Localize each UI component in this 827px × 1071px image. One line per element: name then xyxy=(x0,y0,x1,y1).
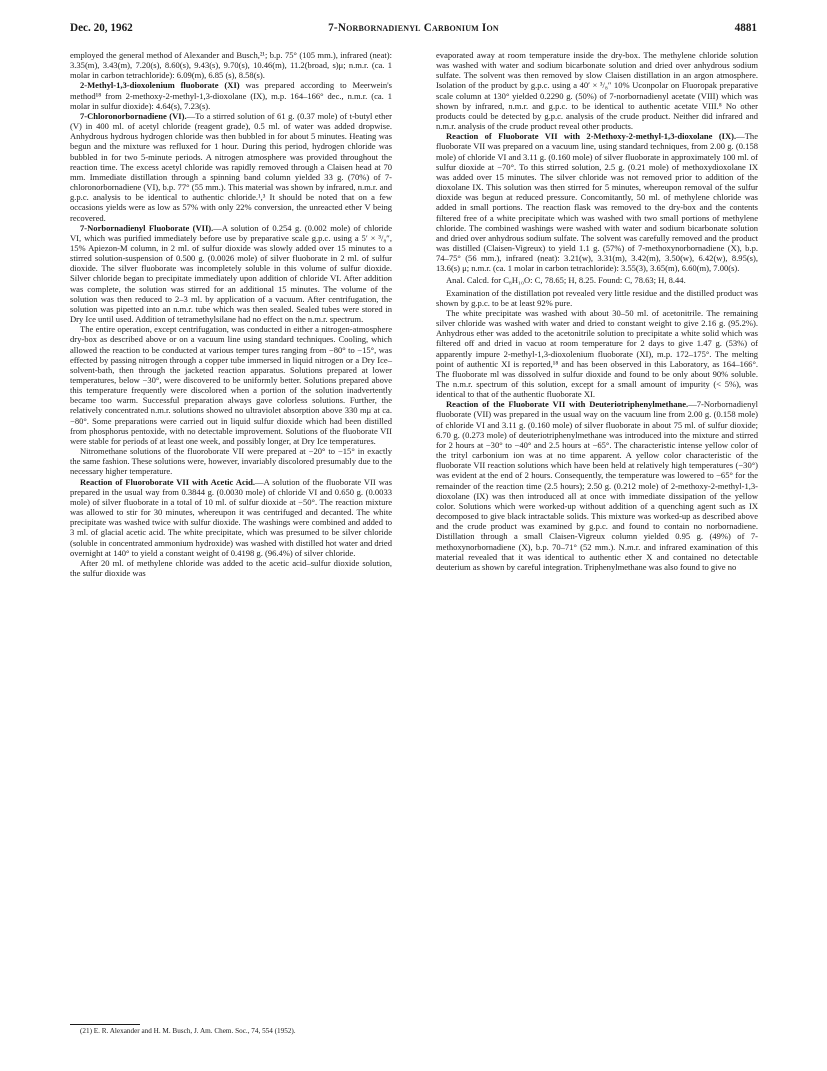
page-number: 4881 xyxy=(734,22,757,34)
left-column xyxy=(70,50,392,578)
paragraph-text: was prepared according to Meerwein's method¹⁸ from 2-methoxy-2-methyl-1,3-dioxolane (IX), m.p. 164–166° dec., n.m.r. (ca. 1 molar in sulfur dioxide): 4.64(s), 7.23(s). xyxy=(70,80,392,111)
paragraph xyxy=(436,275,758,285)
footnote-text: (21) E. R. Alexander and H. M. Busch, J. Am. Chem. Soc., 74, 554 (1952). xyxy=(80,1027,296,1035)
paragraph-text: Nitromethane solutions of the fluoroborate VII were prepared at −20° to −15° in exactly the same fashion. These solutions were, however, invariably discolored presumably due to the necessary higher temperature. xyxy=(70,446,392,477)
paragraph xyxy=(436,288,758,308)
paragraph xyxy=(436,399,758,572)
paragraph xyxy=(436,131,758,273)
right-column xyxy=(436,50,758,572)
paragraph-text: —7-Norbornadienyl fluoborate (VII) was prepared in the usual way on the vacuum line from 2.00 g. (0.158 mole) of chloride VI and 3.11 g. (0.160 mole) of silver fluoborate in about 75 ml. of sulfur dioxide; 6.70 g. (0.273 mole) of deuteriotriphenylmethane was introduced into the mixture and stirred for 2 hours at −30° to −40° and 2.5 hours at −65°. The characteristic intense yellow color of the trityl carbonium ion was at no time apparent. A yellow color characteristic of the fluoborate VII reaction solutions which have been held at relatively high temperatures (−30°) was evident at the end of 2 hours. Consequently, the temperature was lowered to −65° for the remainder of the reaction time (2.5 hours); 2.50 g. (0.212 mole) of 2-methoxy-2-methyl-1,3-dioxolane (IX) was then introduced all at once with immediate dissipation of the yellow color. Solutions which were worked-up without addition of a quenching agent such as IX decomposed to give black intractable solids. This mixture was worked-up as described above and the crude product was examined by g.p.c. and found to contain no norbornadiene. Distillation through a small Claisen-Vigreux column yielded 0.95 g. (49%) of 7-methoxynorbornadiene (X), b.p. 70–71° (52 mm.). N.m.r. and infrared examination of this material revealed that it was identical to authentic ether X and contained no detectable deuterium as shown by careful integration. Triphenylmethane was also found to give no xyxy=(436,399,758,572)
paragraph-text: employed the general method of Alexander and Busch,²¹; b.p. 75° (105 mm.), infrared (neat): 3.35(m), 3.43(m), 7.20(s), 8.60(s), 9.43(s), 9.70(s), 10.46(m), 11.2(broad, s)μ; n.m.r. (ca. 1 molar in carbon tetrachloride): 6.09(m), 6.85 (s), 8.58(s). xyxy=(70,50,392,81)
paragraph-text: Examination of the distillation pot revealed very little residue and the distilled product was shown by g.p.c. to be at least 92% pure. xyxy=(436,287,758,308)
paragraph xyxy=(70,477,392,558)
footnote xyxy=(70,1027,392,1036)
paragraph xyxy=(70,223,392,325)
footnote-rule xyxy=(70,1024,140,1025)
paragraph-heading: 2-Methyl-1,3-dioxolenium fluoborate (XI) xyxy=(80,80,240,91)
paragraph-text: After 20 ml. of methylene chloride was added to the acetic acid–sulfur dioxide solution, the sulfur dioxide was xyxy=(70,557,392,578)
paragraph xyxy=(70,446,392,476)
paragraph xyxy=(70,324,392,446)
header-date: Dec. 20, 1962 xyxy=(70,22,133,34)
paragraph xyxy=(70,80,392,110)
paragraph-heading: Reaction of Fluoroborate VII with Acetic Acid. xyxy=(80,476,256,487)
paragraph-text: —A solution of 0.254 g. (0.002 mole) of chloride VI, which was purified immediately before use by preparative scale g.p.c. using a 5′ × ³/₈″, 15% Apiezon-M column, in 2 ml. of sulfur dioxide was slowly added over 15 minutes to a stirred solution-suspension of 0.500 g. (0.0026 mole) of silver fluoborate in 2 ml. of sulfur dioxide. The silver fluoborate was incompletely soluble in this volume of sulfur dioxide. Silver chloride began to precipitate immediately upon addition of chloride VI. After addition was complete, the solution was stirred for an additional 15 minutes. The volume of the solution was then reduced to 2–3 ml. by application of a vacuum. After centrifugation, the solution was pipetted into an n.m.r. tube which was then sealed. Sealed tubes were stored in Dry Ice until used. Addition of tetramethylsilane had no effect on the n.m.r. spectrum. xyxy=(70,222,393,325)
header-title: 7-Norbornadienyl Carbonium Ion xyxy=(328,22,499,34)
running-header xyxy=(70,22,757,38)
paragraph-heading: 7-Norbornadienyl Fluoborate (VII). xyxy=(80,222,214,233)
paragraph-text: —A solution of the fluoborate VII was prepared in the usual way from 0.3844 g. (0.0030 mole) of chloride VI and 0.650 g. (0.0033 mole) of silver fluoborate in a total of 10 ml. of sulfur dioxide at −50°. The reaction mixture was allowed to stir for 30 minutes, whereupon it was centrifuged and decanted. The white precipitate was washed twice with sulfur dioxide. The washings were combined and added to 3 ml. of glacial acetic acid. The white precipitate, which was presumed to be silver chloride (soluble in concentrated ammonium hydroxide) was washed with distilled hot water and dried overnight at 140° to yield a constant weight of 0.4198 g. (96.4%) of silver chloride. xyxy=(70,476,392,558)
paragraph-heading: 7-Chloronorbornadiene (VI). xyxy=(80,110,187,121)
paragraph xyxy=(70,558,392,578)
paragraph-text: Anal. Calcd. for C₈H₁₀O: C, 78.65; H, 8.25. Found: C, 78.63; H, 8.44. xyxy=(446,275,686,286)
paragraph-text: The white precipitate was washed with about 30–50 ml. of acetonitrile. The remaining silver chloride was washed with water and dried to constant weight to give 2.16 g. (95.2%). Anhydrous ether was added to the acetonitrile solution to precipitate a white solid which was filtered off and dried in vacuo at room temperature for 2 days to give 1.47 g. (53%) of apparently impure 2-methyl-1,3-dioxolenium fluoborate (XI), m.p. 172–175°. The melting point of authentic XI is reported,¹⁸ and has been observed in this Laboratory, as 164–166°. The fluoborate ml was dissolved in sulfur dioxide and found to be only about 90% soluble. The n.m.r. spectrum of this solution, except for a small amount of impurity (< 5%), was identical to that of the authentic fluoborate XI. xyxy=(436,307,758,400)
paragraph-text: —The fluoborate VII was prepared on a vacuum line, using standard techniques, from 2.00 g. (0.158 mole) of chloride VI and 3.11 g. (0.160 mole) of silver fluoborate in approximately 100 ml. of sulfur dioxide at −70°. To this stirred solution, 2.5 g. (0.21 mole) of methoxydioxolane IX was added over 15 minutes. The silver chloride was not removed prior to addition of the dioxolane IX. This solution was then stirred for 5 minutes, whereupon removal of the sulfur dioxide was begun at reduced pressure. Concomitantly, 50 ml. of methylene chloride was added in small portions. The reaction flask was removed to the dry-box and the contents filtered free of a white precipitate which was washed with two small portions of methylene chloride. The combined washings were washed with water and sodium bicarbonate solution and dried over anhydrous sodium sulfate. The solvent was carefully removed and the product was distilled (Claisen-Vigreux) to yield 1.1 g. (57%) of 7-methoxynorbornadiene (X), b.p. 74–75° (56 mm.), infrared (neat): 3.21(w), 3.31(m), 3.42(m), 3.50(w), 6.42(w), 8.95(s), 13.6(s) μ; n.m.r. (ca. 1 molar in carbon tetrachloride): 3.55(3), 3.65(m), 6.60(m), 7.00(s). xyxy=(436,131,758,274)
paragraph-text: The entire operation, except centrifugation, was conducted in either a nitrogen-atmosphere dry-box as described above or on a vacuum line using standard techniques. Cooling, which allowed the reaction to be conducted at various temper tures ranging from −80° to −15°, was effected by passing nitrogen through a copper tube immersed in liquid nitrogen or a Dry Ice–solvent-bath, then through the jacketed reaction apparatus. Solutions prepared at lower temperatures, below −30°, were discovered to be uniformly better. Solutions prepared above this temperature frequently were discolored when a portion of the solution inadvertently became too warm. Successful preparation always gave colorless solutions. Further, the relatively concentrated n.m.r. solutions showed no ultraviolet absorption above 330 mμ at ca. −80°. Some preparations were carried out in liquid sulfur dioxide which had been distilled from phosphorus pentoxide, with no detectable improvement. Solutions of the fluoborate VII were stable for periods of at least one week, and possibly longer, at Dry Ice temperatures. xyxy=(70,324,392,446)
paragraph xyxy=(70,111,392,223)
paragraph-text: evaporated away at room temperature inside the dry-box. The methylene chloride solution was washed with water and sodium bicarbonate solution and dried over anhydrous sodium sulfate. The solvent was then removed by slow Claisen distillation in an argon atmosphere. Isolation of the product by g.p.c. using a 40′ × ³/₈″ 10% Uconpolar on Fluoropak preparative scale column at 130° yielded 0.2290 g. (50%) of 7-norbornadienyl acetate (VIII) which was shown by infrared, n.m.r. and g.p.c. to be identical to authentic acetate VIII.⁸ No other products could be detected by g.p.c. analysis of the crude product. Neither did infrared and n.m.r. analysis of the crude product reveal other products. xyxy=(436,50,758,132)
paragraph xyxy=(436,50,758,131)
paragraph xyxy=(436,308,758,399)
paragraph-heading: Reaction of the Fluoborate VII with Deuteriotriphenylmethane. xyxy=(446,399,689,410)
paragraph-heading: Reaction of Fluoborate VII with 2-Methoxy-2-methyl-1,3-dioxolane (IX). xyxy=(446,131,737,142)
paragraph xyxy=(70,50,392,80)
paragraph-text: —To a stirred solution of 61 g. (0.37 mole) of t-butyl ether (V) in 400 ml. of acetyl chloride (reagent grade), 0.5 ml. of water was added dropwise. Anhydrous hydrous hydrogen chloride was then bubbled in for about 5 minutes. Heating was begun and the mixture was refluxed for 1 hour. During this period, hydrogen chloride was bubbled in for two 5-minute periods. A nitrogen atmosphere was provided throughout the reaction time. The excess acetyl chloride was rapidly removed through a Claisen head at 70 mm. Immediate distillation through a spinning band column yielded 33 g. (70%) of 7-chloronorbornadiene (VI), b.p. 77° (55 mm.). This material was shown by infrared, n.m.r. and g.p.c. analysis to be identical to authentic chloride.¹,³ It should be noted that on a few occasions yields were as low as 57% with only 22% conversion, the unreacted ether V being recovered. xyxy=(70,110,392,223)
